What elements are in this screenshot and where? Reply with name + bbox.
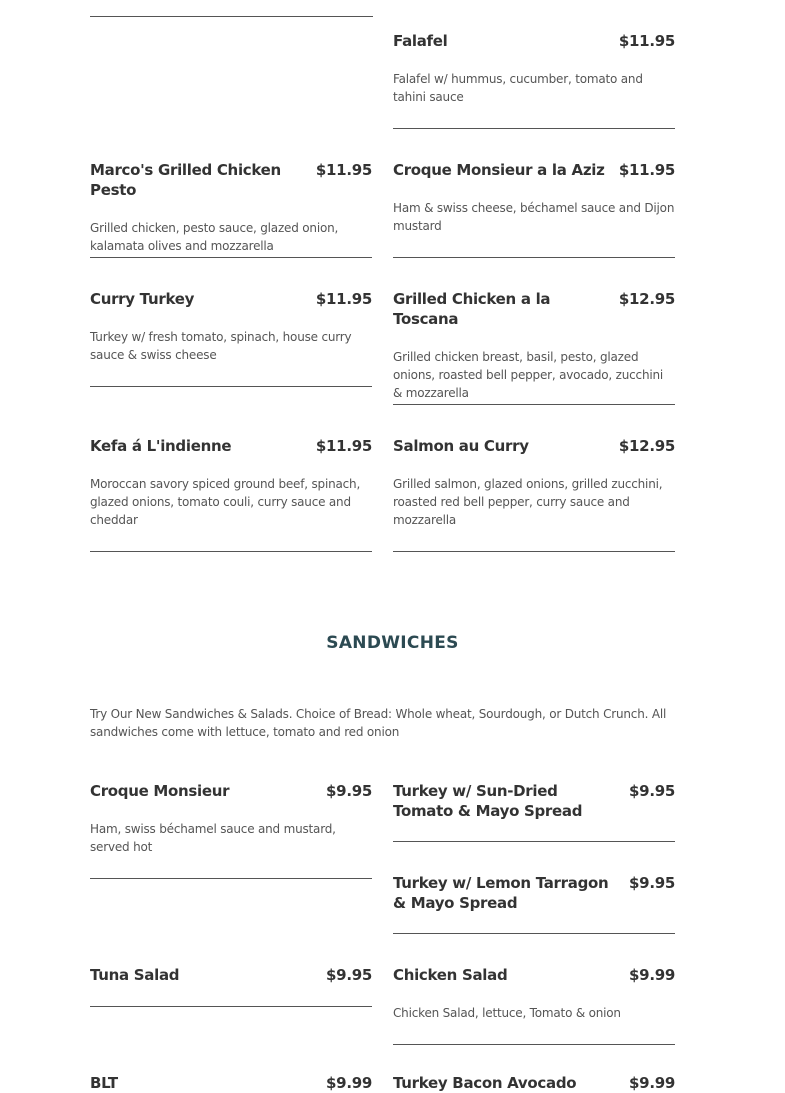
item-divider: [393, 404, 675, 405]
item-divider: [393, 551, 675, 552]
menu-item-curry-turkey: [90, 289, 372, 364]
item-description: Ham, swiss béchamel sauce and mustard, served hot: [90, 822, 336, 854]
item-price: $9.95: [326, 966, 372, 984]
item-price: $11.95: [315, 290, 372, 308]
item-price: $9.95: [326, 782, 372, 800]
item-name: Turkey w/ Lemon Tarragon & Mayo Spread: [393, 874, 609, 912]
item-description: Chicken Salad, lettuce, Tomato & onion: [393, 1006, 621, 1020]
item-name: Curry Turkey: [90, 290, 195, 308]
item-description: Turkey w/ fresh tomato, spinach, house curry sauce & swiss cheese: [90, 330, 352, 362]
menu-item-chicken-pesto: [90, 160, 372, 255]
menu-item-chicken-salad: [393, 965, 675, 1022]
item-price: $12.95: [618, 290, 675, 308]
item-divider: [90, 1006, 372, 1007]
item-price: $9.99: [629, 1074, 675, 1092]
item-name: Croque Monsieur a la Aziz: [393, 161, 605, 179]
item-divider: [90, 878, 372, 879]
item-price: $9.99: [326, 1074, 372, 1092]
top-divider: [90, 16, 373, 17]
item-name: Tuna Salad: [90, 966, 180, 984]
item-price: $9.95: [629, 782, 675, 800]
item-divider: [393, 1044, 675, 1045]
item-divider: [393, 841, 675, 842]
item-description: Ham & swiss cheese, béchamel sauce and Dijon mustard: [393, 201, 675, 233]
item-name: Salmon au Curry: [393, 437, 529, 455]
item-name: Falafel: [393, 32, 448, 50]
item-name: Chicken Salad: [393, 966, 508, 984]
item-name: Turkey Bacon Avocado: [393, 1074, 577, 1092]
menu-item-falafel: [393, 31, 675, 106]
section-intro: Try Our New Sandwiches & Salads. Choice of Bread: Whole wheat, Sourdough, or Dutch Crunch. All sandwiches come with lettuce, tomato and red onion: [90, 707, 667, 739]
item-price: $12.95: [618, 437, 675, 455]
item-description: Falafel w/ hummus, cucumber, tomato and tahini sauce: [393, 72, 643, 104]
item-price: $11.95: [618, 32, 675, 50]
item-price: $9.95: [629, 874, 675, 892]
item-price: $11.95: [618, 161, 675, 179]
item-description: Grilled chicken breast, basil, pesto, glazed onions, roasted bell pepper, avocado, zucchini & mozzarella: [393, 350, 664, 400]
menu-item-salmon-curry: [393, 436, 675, 529]
item-name: BLT: [90, 1074, 118, 1092]
menu-item-turkey-bacon-avocado: [393, 1073, 675, 1093]
menu-item-blt: [90, 1073, 372, 1093]
item-name: Turkey w/ Sun-Dried Tomato & Mayo Spread: [393, 782, 583, 820]
item-price: $11.95: [315, 437, 372, 455]
item-description: Grilled salmon, glazed onions, grilled zucchini, roasted red bell pepper, curry sauce and mozzarella: [393, 477, 663, 527]
item-divider: [90, 257, 372, 258]
item-name: Grilled Chicken a la Toscana: [393, 290, 551, 328]
item-divider: [393, 933, 675, 934]
menu-item-turkey-lemon-tarragon: [393, 873, 675, 913]
menu-item-tuna-salad: [90, 965, 372, 985]
item-divider: [393, 128, 675, 129]
item-name: Croque Monsieur: [90, 782, 230, 800]
item-description: Grilled chicken, pesto sauce, glazed onion, kalamata olives and mozzarella: [90, 221, 339, 253]
item-price: $9.99: [629, 966, 675, 984]
item-name: Kefa á L'indienne: [90, 437, 232, 455]
menu-item-croque-monsieur: [90, 781, 372, 856]
item-divider: [90, 551, 372, 552]
item-divider: [90, 386, 372, 387]
section-title-sandwiches: SANDWICHES: [326, 633, 459, 653]
menu-item-turkey-sun-dried: [393, 781, 675, 821]
item-price: $11.95: [315, 161, 372, 179]
menu-item-croque-aziz: [393, 160, 675, 235]
item-name: Marco's Grilled Chicken Pesto: [90, 161, 281, 199]
menu-item-kefa: [90, 436, 372, 529]
item-description: Moroccan savory spiced ground beef, spinach, glazed onions, tomato couli, curry sauce and cheddar: [90, 477, 361, 527]
item-divider: [393, 257, 675, 258]
menu-item-chicken-toscana: [393, 289, 675, 402]
